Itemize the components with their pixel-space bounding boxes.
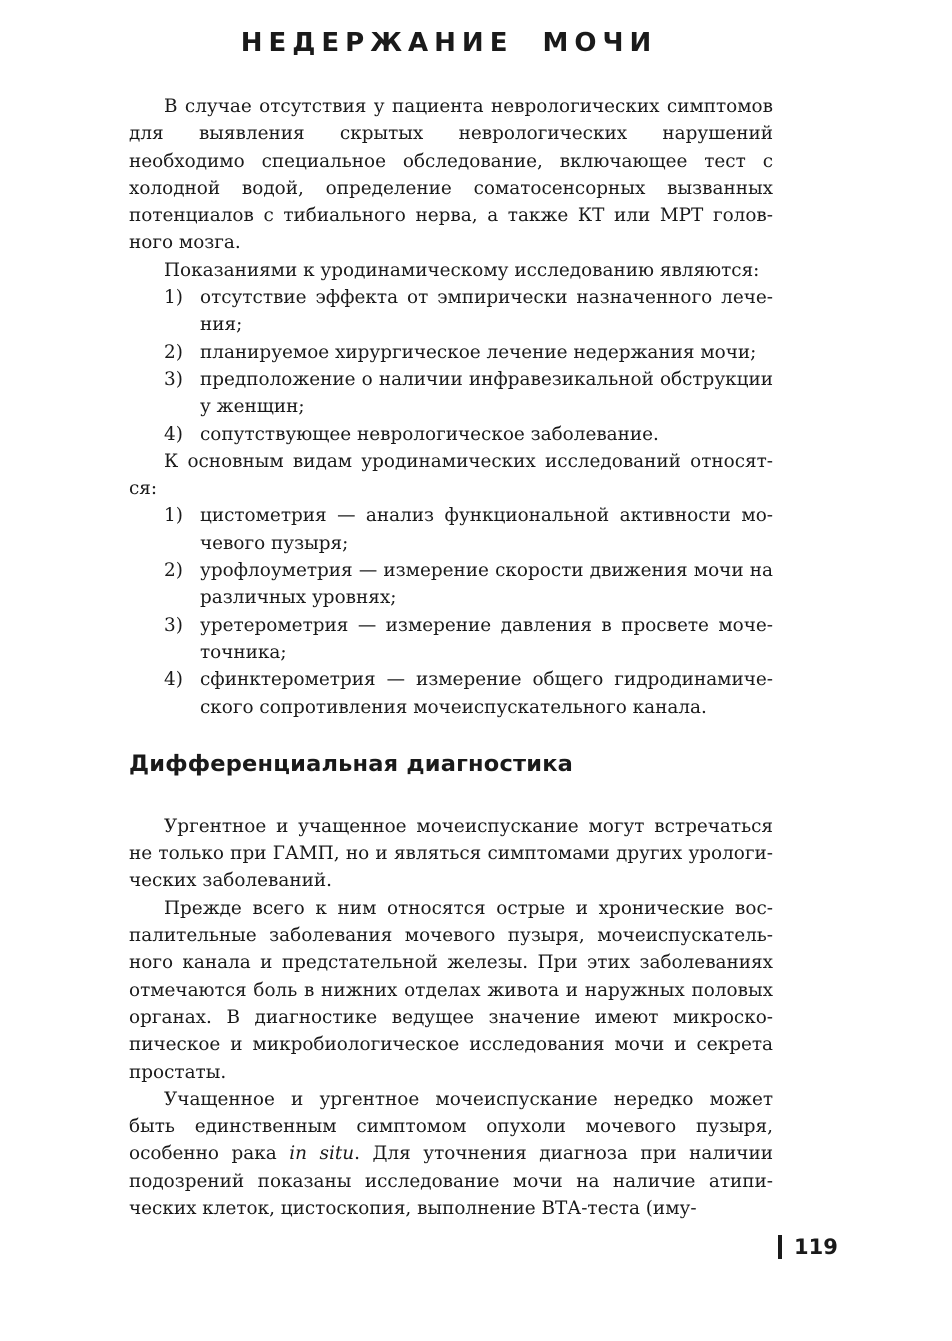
diff-paragraph-3-part-2: . Для уточнения диагноза при наличии подозрений показаны исследование мочи на наличие атипических клеток, цистоскопия, выполнение ВТА-теста (иму-	[129, 1143, 773, 1219]
page-body	[129, 93, 773, 1222]
list-item-text: планируемое хирургическое лечение недержания мочи;	[200, 341, 757, 363]
list-item	[129, 284, 773, 339]
diff-paragraph-3-part-1: Учащенное и ургентное мочеиспускание нередко может быть единственным симптомом опухоли мочевого пузыря, особенно рака	[129, 1088, 773, 1165]
indications-list	[129, 284, 773, 448]
folio-bar	[778, 1235, 782, 1259]
list-item-text: сфинктерометрия — измерение общего гидродинамического сопротивления мочеиспускательного канала.	[200, 669, 773, 718]
indications-lead: Показаниями к уродинамическому исследованию являются:	[164, 259, 760, 281]
list-item-number: 2)	[164, 341, 183, 363]
section-heading: Дифференциальная диагностика	[129, 750, 574, 777]
list-item-text: сопутствующее неврологическое заболевание.	[200, 423, 659, 445]
list-item-number: 4)	[164, 669, 183, 691]
list-item	[129, 366, 773, 421]
types-lead: К основным видам уродинамических исследований относятся:	[129, 450, 773, 500]
list-item-number: 1)	[164, 287, 183, 309]
list-item	[129, 557, 773, 612]
list-item-number: 3)	[164, 614, 183, 636]
page-number: 119	[794, 1235, 838, 1259]
diff-paragraph-3	[129, 1086, 773, 1222]
latin-term: in situ	[289, 1143, 355, 1165]
page-footer	[778, 1235, 838, 1259]
list-item	[129, 339, 773, 366]
list-item-text: предположение о наличии инфравезикальной обструкции у женщин;	[200, 368, 773, 418]
list-item-number: 3)	[164, 368, 183, 390]
list-item	[129, 612, 773, 667]
list-item-number: 4)	[164, 423, 183, 445]
list-item-text: отсутствие эффекта от эмпирически назначенного лечения;	[200, 287, 773, 336]
intro-paragraph: В случае отсутствия у пациента неврологических симптомов для выявления скрытых неврологических нарушений необходимо специальное обследование, включающее тест с холодной водой, определение соматосенсорных вызванных потенциалов с тибиального нерва, а также КТ или МРТ головного мозга.	[129, 96, 773, 254]
list-item	[129, 421, 773, 448]
list-item-text: уретерометрия — измерение давления в просвете мочеточника;	[200, 614, 773, 663]
running-title: НЕДЕРЖАНИЕ МОЧИ	[240, 28, 658, 58]
types-list	[129, 502, 773, 720]
list-item-number: 1)	[164, 505, 183, 527]
list-item	[129, 502, 773, 557]
diff-paragraph-1: Ургентное и учащенное мочеиспускание могут встречаться не только при ГАМП, но и являться симптомами других урологических заболеваний.	[129, 815, 773, 892]
list-item-text: цистометрия — анализ функциональной активности мочевого пузыря;	[200, 505, 773, 554]
list-item-text: урофлоуметрия — измерение скорости движения мочи на различных уровнях;	[200, 560, 773, 609]
list-item	[129, 666, 773, 721]
diff-paragraph-2: Прежде всего к ним относятся острые и хронические воспалительные заболевания мочевого пузыря, мочеиспускательного канала и предстательной железы. При этих заболеваниях отмечаются боль в нижних отделах живота и наружных половых органах. В диагностике ведущее значение имеют микроскопическое и микробиологическое исследования мочи и секрета простаты.	[129, 897, 773, 1083]
list-item-number: 2)	[164, 560, 183, 582]
